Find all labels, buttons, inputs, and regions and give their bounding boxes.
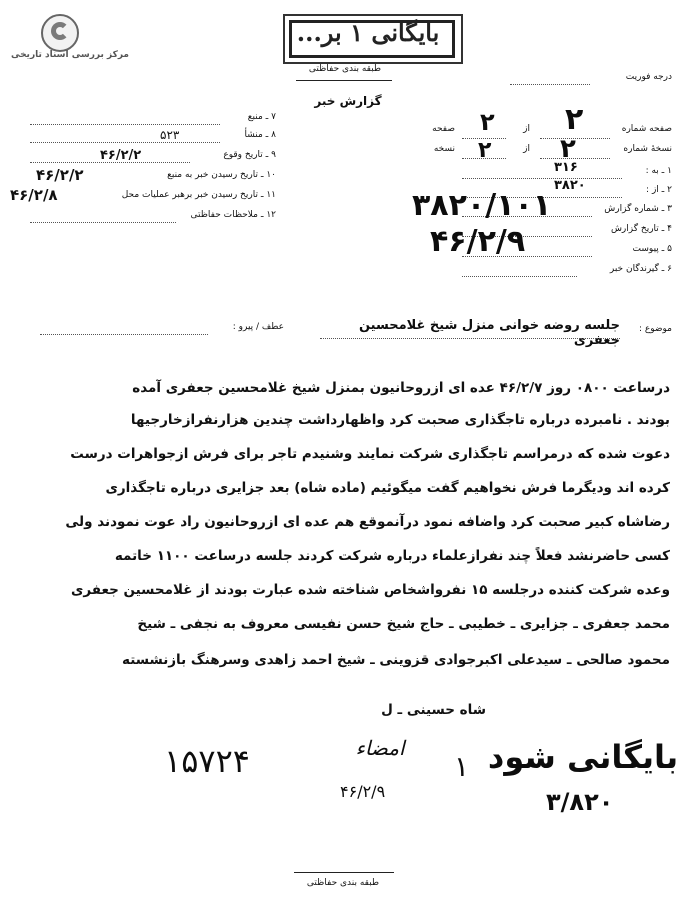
- body-line: کرده اند ودیگرما فرش نخواهیم گفت میگوئیم (ماده شاه) بعد جزایری درباره تاجگذاری: [105, 480, 670, 496]
- event-date-label: ۹ ـ تاریخ وقوع: [223, 150, 276, 160]
- logo-emblem-icon: [41, 14, 79, 52]
- received-hq-value: ۴۶/۲/۸: [10, 186, 58, 204]
- hw-report-date: ۴۶/۲/۹: [430, 224, 526, 259]
- received-hq-label: ۱۱ ـ تاریخ رسیدن خبر برهبر عملیات محل: [121, 190, 276, 200]
- from-label: ۲ ـ از :: [646, 185, 672, 195]
- report-title: گزارش خبر: [314, 94, 382, 108]
- page-of-value: ۲: [480, 108, 495, 136]
- body-line: وعده شرکت کننده درجلسه ۱۵ نفرواشخاص شناخته شده عبارت بودند از غلامحسین جعفری: [70, 582, 670, 598]
- received-source-value: ۴۶/۲/۲: [36, 166, 84, 184]
- classification-bottom: طبقه بندی حفاظتی: [306, 878, 380, 888]
- from-value: ۳۸۲۰: [554, 178, 586, 193]
- signature: امضاء: [355, 736, 405, 760]
- copy-of-label: از: [523, 144, 530, 154]
- event-date-value: ۴۶/۲/۲: [100, 148, 142, 163]
- handwritten-number: ۱۵۷۲۴: [164, 742, 250, 780]
- copy-suffix: نسخه: [433, 144, 455, 154]
- received-source-label: ۱۰ ـ تاریخ رسیدن خبر به منبع: [167, 170, 276, 180]
- page-label: صفحه شماره: [621, 124, 672, 134]
- reference-label: عطف / پیرو :: [232, 322, 284, 332]
- to-value: ۳۱۶: [554, 160, 578, 175]
- subject-label: موضوع :: [638, 324, 672, 334]
- page-suffix: صفحه: [432, 124, 455, 134]
- report-no-label: ۳ ـ شماره گزارش: [604, 204, 672, 214]
- priority-label: درجه فوریت: [625, 72, 672, 82]
- page-value: ۲: [565, 102, 584, 137]
- body-line: رضاشاه کبیر صحبت کرد واضافه نمود درآنموقع هم عده ای ازروحانیون راد عوت نمودند ولی: [65, 514, 670, 530]
- remarks-label: ۱۲ ـ ملاحظات حفاظتی: [190, 210, 276, 220]
- body-line: دعوت شده که درمراسم تاجگذاری شرکت نمایند وشنیدم تاجر برای فرش ازجواهرات درست: [70, 446, 670, 462]
- priority-dots: [510, 84, 590, 85]
- copy-label: نسخهٔ شماره: [623, 144, 672, 154]
- archive-number: ۳/۸۲۰: [546, 788, 614, 816]
- classification-top-underline: [296, 80, 392, 81]
- subject-text: جلسه روضه خوانی منزل شیخ غلامحسین جعفری: [358, 318, 620, 348]
- body-line: شاه حسینی ـ ل: [381, 702, 486, 718]
- recipients-label: ۶ ـ گیرندگان خبر: [609, 264, 672, 274]
- copy-of-value: ۲: [478, 138, 492, 163]
- classification-top: طبقه بندی حفاظتی: [308, 64, 382, 74]
- classification-bottom-overline: [294, 872, 394, 873]
- hw-report-no: ۳۸۲۰/۱۰۱: [412, 188, 552, 223]
- stamp-text: بایگانی ۱ بر...: [296, 18, 440, 47]
- body-line: محمد جعفری ـ جزایری ـ خطیبی ـ حاج شیخ حسن نفیسی معروف به نجفی ـ شیخ: [137, 616, 670, 632]
- page-of-label: از: [523, 124, 530, 134]
- attachment-label: ۵ ـ پیوست: [632, 244, 672, 254]
- body-line: بودند . نامبرده درباره تاجگذاری صحبت کرد واظهارداشت چندین هزارنفرازخارجیها: [130, 412, 670, 428]
- margin-mark: ۱: [454, 750, 470, 783]
- copy-value: ۲: [560, 134, 576, 164]
- to-label: ۱ ـ به :: [645, 166, 672, 176]
- body-line: محمود صالحی ـ سیدعلی اکبرجوادی قزوینی ـ شیخ احمد زاهدی وسرهنگ بازنشسته: [122, 652, 670, 668]
- body-line: درساعت ۰۸۰۰ روز ۴۶/۲/۷ عده ای ازروحانیون بمنزل شیخ غلامحسین جعفری آمده: [132, 380, 670, 396]
- logo-swirl-icon: [51, 22, 69, 40]
- origin-value: ۵۲۳: [160, 128, 180, 142]
- source-label: ۷ ـ منبع: [247, 112, 276, 122]
- report-date-label: ۴ ـ تاریخ گزارش: [610, 224, 672, 234]
- logo-caption: مرکز بررسی اسناد تاریخی: [10, 50, 130, 60]
- logo: [10, 6, 130, 62]
- archive-note: بایگانی شود: [487, 738, 679, 776]
- origin-label: ۸ ـ منشأ: [244, 130, 276, 140]
- body-line: کسی حاضرنشد فعلاً چند نفرازعلماء درباره شرکت کردند جلسه درساعت ۱۱۰۰ خاتمه: [114, 548, 670, 564]
- archive-stamp: [283, 14, 461, 62]
- signature-date: ۴۶/۲/۹: [340, 782, 386, 801]
